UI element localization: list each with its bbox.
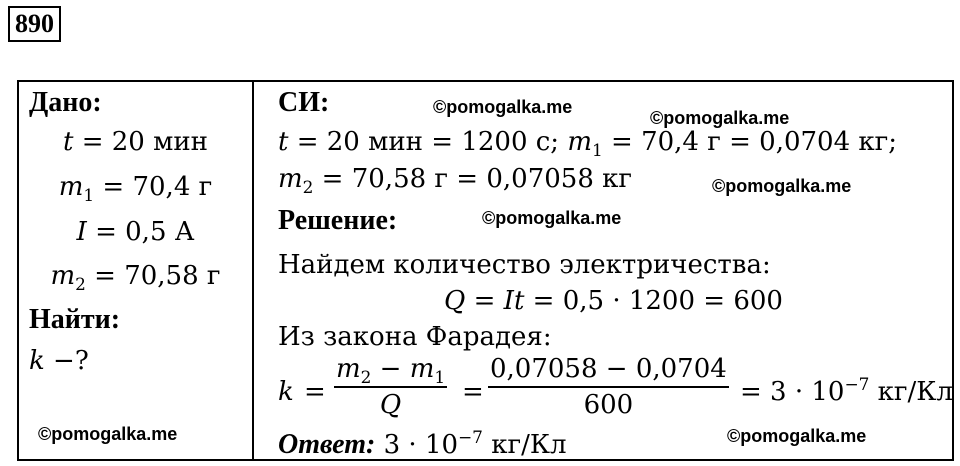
faraday-equals-1: = <box>304 377 326 407</box>
solution-text-1: Найдем количество электричества: <box>278 250 771 280</box>
given-mass-1: $m_1 = 70,4$ г <box>58 172 213 205</box>
si-line-1: t = 20 мин = 1200 с; $m_1 = 70,4$ г = 0,0704 кг; <box>278 127 898 160</box>
faraday-equals-2: = <box>462 377 484 407</box>
given-current: I = 0,5 А <box>76 217 195 247</box>
given-time: t = 20 мин <box>63 127 208 157</box>
answer-line: Ответ: $3 \cdot 10^{-7}$ кг/Кл <box>278 426 567 460</box>
watermark: ©pomogalka.me <box>650 108 790 128</box>
given-header: Дано: <box>29 87 102 118</box>
watermark: ©pomogalka.me <box>727 426 867 446</box>
solution-text-2: Из закона Фарадея: <box>278 322 552 352</box>
si-line-2: $m_2 = 70,58$ г = 0,07058 кг <box>278 164 633 197</box>
solution-header: Решение: <box>278 205 398 236</box>
watermark: ©pomogalka.me <box>712 176 852 196</box>
given-mass-2: $m_2 = 70,58$ г <box>50 261 221 294</box>
si-header: СИ: <box>278 87 330 118</box>
charge-equation: Q = It = 0,5 · 1200 = 600 <box>444 286 783 316</box>
watermark: ©pomogalka.me <box>433 97 573 117</box>
faraday-result: = $3 \cdot 10^{-7}$ кг/Кл <box>740 373 953 407</box>
watermark: ©pomogalka.me <box>38 424 178 444</box>
solution-column <box>254 82 952 459</box>
find-header: Найти: <box>29 304 121 335</box>
find-unknown: k −? <box>29 346 89 376</box>
watermark: ©pomogalka.me <box>482 208 622 228</box>
faraday-symbolic-fraction: $\frac{m_2 - m_1}{Q}$ <box>336 354 446 420</box>
solution-table <box>17 80 954 461</box>
faraday-numeric-fraction: $\frac{0,07058 - 0,0704}{600}$ <box>490 354 727 420</box>
given-column <box>19 82 252 459</box>
problem-number: 890 <box>8 6 61 42</box>
faraday-k: k <box>278 377 294 407</box>
